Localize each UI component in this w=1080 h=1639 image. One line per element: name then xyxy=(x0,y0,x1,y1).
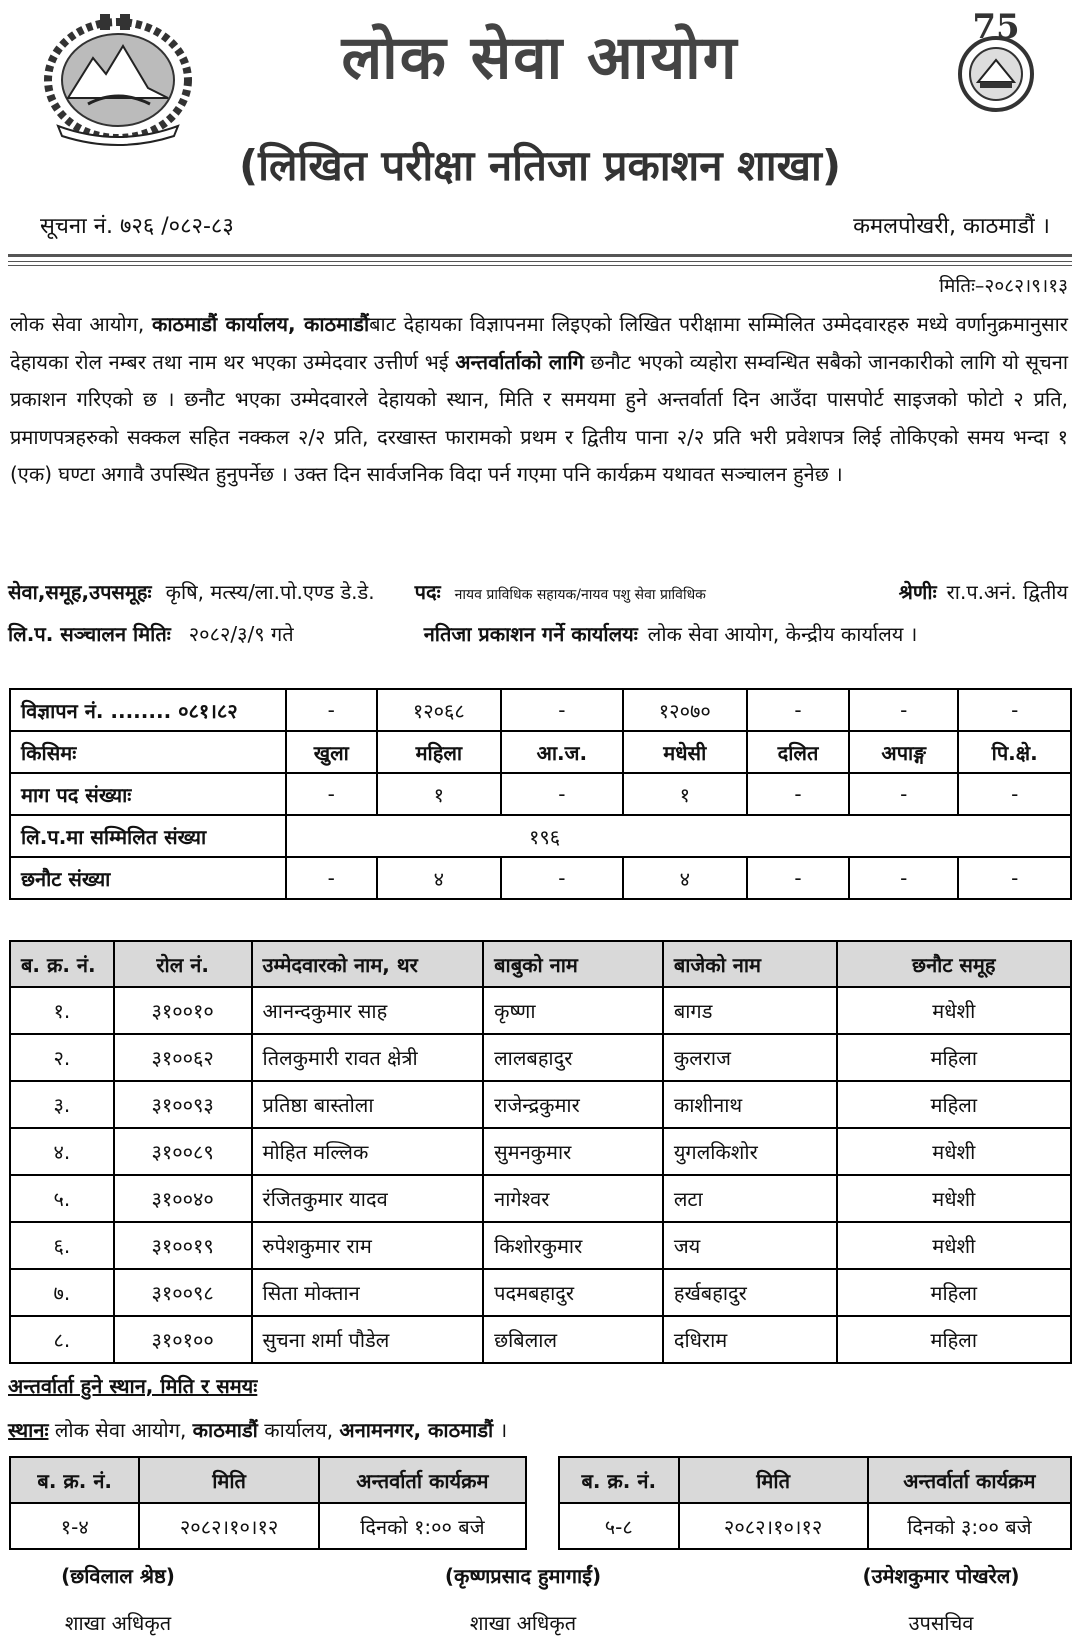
table-cell: मधेशी xyxy=(837,1175,1071,1222)
table-row xyxy=(10,1034,1071,1081)
signature-3: (उमेशकुमार पोखरेल) उपसचिव xyxy=(862,1564,1020,1635)
table-cell: ३१००८९ xyxy=(114,1128,252,1175)
table-cell: १. xyxy=(10,987,114,1034)
notice-date: मितिः–२०८२।९।१३ xyxy=(939,275,1068,297)
meta-row-2 xyxy=(8,620,1068,647)
type-row: किसिमः खुला महिला आ.ज. मधेसी दलित अपाङ्ग पि.क्षे. xyxy=(10,731,1071,773)
table-cell: काशीनाथ xyxy=(663,1081,837,1128)
divider xyxy=(8,261,1072,262)
exam-date-value: २०८२/३/९ गते xyxy=(188,622,294,646)
table-row xyxy=(10,1222,1071,1269)
appeared-row: लि.प.मा सम्मिलित संख्या १९६ xyxy=(10,815,1071,857)
table-cell: पदमबहादुर xyxy=(483,1269,663,1316)
table-cell: छबिलाल xyxy=(483,1316,663,1363)
exam-date-label: लि.प. सञ्चालन मितिः xyxy=(8,622,171,646)
notice-number: सूचना नं. ७२६ /०८२-८३ xyxy=(40,214,234,239)
demand-row: माग पद संख्याः - १ - १ - - - xyxy=(10,773,1071,815)
table-cell: ३१००४० xyxy=(114,1175,252,1222)
table-cell: ६. xyxy=(10,1222,114,1269)
table-cell: ८. xyxy=(10,1316,114,1363)
table-cell: मधेशी xyxy=(837,987,1071,1034)
divider xyxy=(8,254,1072,257)
table-cell: मोहित मल्लिक xyxy=(252,1128,484,1175)
signature-2: (कृष्णप्रसाद हुमागाईं) शाखा अधिकृत xyxy=(444,1564,602,1635)
table-cell: कृष्णा xyxy=(483,987,663,1034)
adv-row: विज्ञापन नं. ........ ०८१।८२ - १२०६८ - १२०७० - - - xyxy=(10,689,1071,731)
page-title: लोक सेवा आयोग xyxy=(341,23,739,93)
anniversary-number: 75 xyxy=(972,8,1020,47)
table-row xyxy=(10,1175,1071,1222)
table-cell: कुलराज xyxy=(663,1034,837,1081)
table-cell: प्रतिष्ठा बास्तोला xyxy=(252,1081,484,1128)
post-label: पदः xyxy=(414,580,441,604)
table-cell: हर्खबहादुर xyxy=(663,1269,837,1316)
table-cell: मधेशी xyxy=(837,1222,1071,1269)
table-cell: ३१००९८ xyxy=(114,1269,252,1316)
interview-row: १-४ २०८२।१०।१२ दिनको १:०० बजे xyxy=(10,1503,526,1549)
office-place: कमलपोखरी, काठमाडौं । xyxy=(853,214,1050,239)
table-cell: लालबहादुर xyxy=(483,1034,663,1081)
table-cell: ३१०१०० xyxy=(114,1316,252,1363)
interview-header: ब. क्र. नं. मिति अन्तर्वार्ता कार्यक्रम xyxy=(559,1457,1071,1503)
table-cell: ३१००१९ xyxy=(114,1222,252,1269)
table-cell: ३१००६२ xyxy=(114,1034,252,1081)
interview-header: ब. क्र. नं. मिति अन्तर्वार्ता कार्यक्रम xyxy=(10,1457,526,1503)
interview-heading: अन्तर्वार्ता हुने स्थान, मिति र समयः xyxy=(8,1374,258,1398)
service-value: कृषि, मत्स्य/ला.पो.एण्ड डे.डे. xyxy=(165,580,375,604)
table-cell: महिला xyxy=(837,1316,1071,1363)
table-cell: जय xyxy=(663,1222,837,1269)
results-header: ब. क्र. नं. रोल नं. उम्मेदवारको नाम, थर बाबुको नाम बाजेको नाम छनौट समूह xyxy=(10,941,1071,987)
table-row xyxy=(10,987,1071,1034)
meta-row-1 xyxy=(8,578,1068,605)
table-cell: महिला xyxy=(837,1269,1071,1316)
service-label: सेवा,समूह,उपसमूहः xyxy=(8,580,152,604)
table-cell: रुपेशकुमार राम xyxy=(252,1222,484,1269)
table-cell: लटा xyxy=(663,1175,837,1222)
page-subtitle: (लिखित परीक्षा नतिजा प्रकाशन शाखा) xyxy=(238,141,842,190)
table-cell: तिलकुमारी रावत क्षेत्री xyxy=(252,1034,484,1081)
table-cell: ४. xyxy=(10,1128,114,1175)
table-cell: सुमनकुमार xyxy=(483,1128,663,1175)
table-cell: किशोरकुमार xyxy=(483,1222,663,1269)
selected-row: छनौट संख्या - ४ - ४ - - - xyxy=(10,857,1071,899)
table-cell: युगलकिशोर xyxy=(663,1128,837,1175)
interview-table-left xyxy=(9,1456,527,1550)
level-value: रा.प.अनं. द्वितीय xyxy=(946,580,1068,604)
table-cell: दधिराम xyxy=(663,1316,837,1363)
table-cell: सुचना शर्मा पौडेल xyxy=(252,1316,484,1363)
table-row xyxy=(10,1128,1071,1175)
table-cell: आनन्दकुमार साह xyxy=(252,987,484,1034)
table-cell: ७. xyxy=(10,1269,114,1316)
table-cell: २. xyxy=(10,1034,114,1081)
notice-body: लोक सेवा आयोग, काठमाडौं कार्यालय, काठमाडौंबाट देहायका विज्ञापनमा लिइएको लिखित परीक्षामा सम्मिलित उम्मेदवारहरु मध्ये वर्णानुक्रमानुसार देहायका रोल नम्बर तथा नाम थर भएका उम्मेदवार उत्तीर्ण भई अन्तर्वार्ताको लागि छनौट भएको व्यहोरा सम्वन्धित सबैको जानकारीको लागि यो सूचना प्रकाशन गरिएको छ । छनौट भएका उम्मेदवारले देहायको स्थान, मिति र समयमा हुने अन्तर्वार्ता दिन आउँदा पासपोर्ट साइजको फोटो २ प्रति, प्रमाणपत्रहरुको सक्कल सहित नक्कल २/२ प्रति, दरखास्त फारामको प्रथम र द्वितीय पाना २/२ प्रति भरी प्रवेशपत्र लिई तोकिएको समय भन्दा १ (एक) घण्टा अगावै उपस्थित हुनुपर्नेछ । उक्त दिन सार्वजनिक विदा पर्न गएमा पनि कार्यक्रम यथावत सञ्चालन हुनेछ । xyxy=(10,312,1069,486)
table-row xyxy=(10,1081,1071,1128)
office-label: नतिजा प्रकाशन गर्ने कार्यालयः xyxy=(423,622,638,646)
table-row xyxy=(10,1316,1071,1363)
table-cell: राजेन्द्रकुमार xyxy=(483,1081,663,1128)
post-value: नायव प्राविधिक सहायक/नायव पशु सेवा प्राविधिक xyxy=(454,587,706,603)
table-cell: ३१००९३ xyxy=(114,1081,252,1128)
table-cell: बागड xyxy=(663,987,837,1034)
table-cell: महिला xyxy=(837,1081,1071,1128)
results-table xyxy=(9,940,1072,1364)
summary-table xyxy=(9,688,1072,900)
table-row xyxy=(10,1269,1071,1316)
table-cell: ५. xyxy=(10,1175,114,1222)
table-cell: ३१००१० xyxy=(114,987,252,1034)
office-value: लोक सेवा आयोग, केन्द्रीय कार्यालय । xyxy=(647,622,918,646)
signature-1: (छविलाल श्रेष्ठ) शाखा अधिकृत xyxy=(61,1564,175,1635)
table-cell: रंजितकुमार यादव xyxy=(252,1175,484,1222)
table-cell: ३. xyxy=(10,1081,114,1128)
interview-location: स्थानः लोक सेवा आयोग, काठमाडौं कार्यालय, अनामनगर, काठमाडौं । xyxy=(8,1418,508,1442)
level-label: श्रेणीः xyxy=(898,580,937,604)
table-cell: सिता मोक्तान xyxy=(252,1269,484,1316)
table-cell: महिला xyxy=(837,1034,1071,1081)
table-cell: नागेश्वर xyxy=(483,1175,663,1222)
divider xyxy=(8,265,1072,266)
interview-table-right xyxy=(558,1456,1072,1550)
interview-row: ५-८ २०८२।१०।१२ दिनको ३:०० बजे xyxy=(559,1503,1071,1549)
table-cell: मधेशी xyxy=(837,1128,1071,1175)
